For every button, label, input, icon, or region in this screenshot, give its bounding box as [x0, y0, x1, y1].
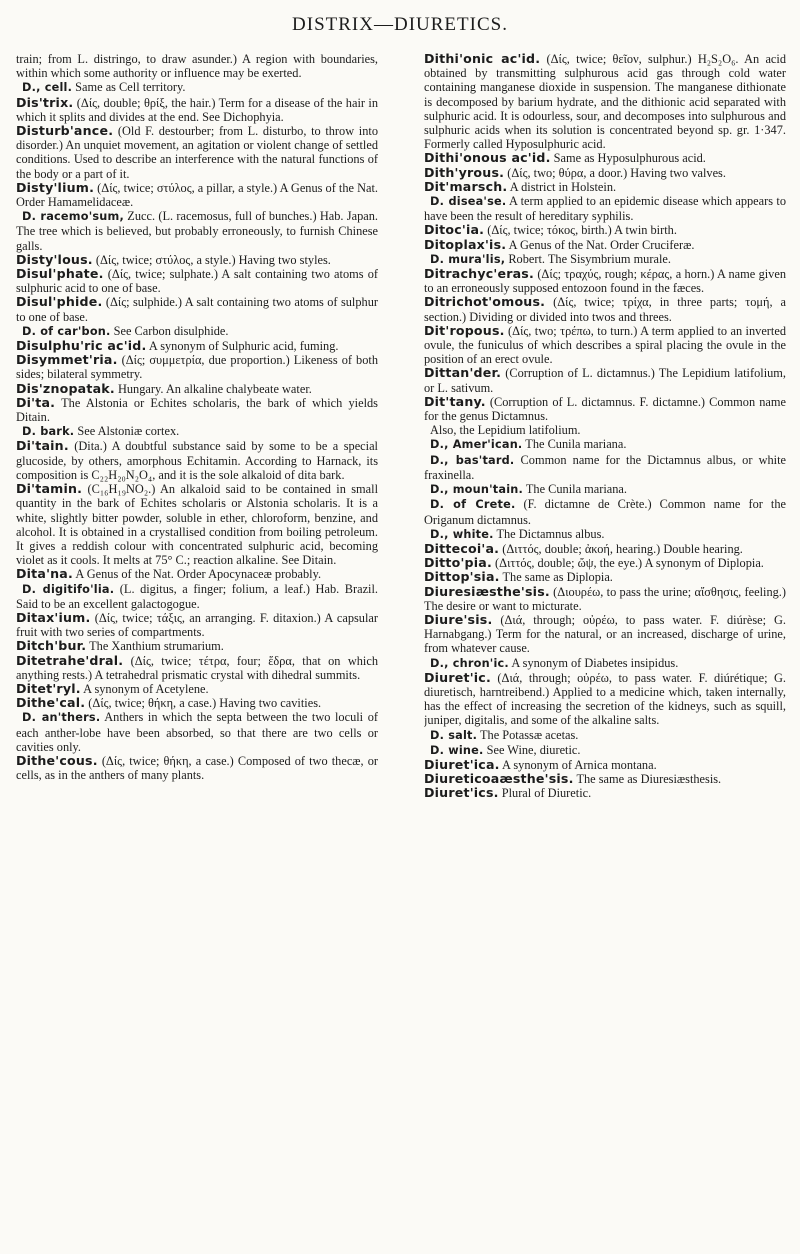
dictionary-entry	[16, 52, 378, 80]
entry-definition: (Δίς, twice; στύλος, a style.) Having two styles.	[92, 252, 331, 267]
entry-headword: Ditet'ryl.	[16, 680, 81, 696]
dictionary-entry	[16, 611, 378, 639]
entry-definition: A synonym of Sulphuric acid, fuming.	[146, 339, 339, 354]
entry-definition: Same as Hyposulphurous acid.	[550, 151, 706, 166]
dictionary-entry	[16, 682, 378, 696]
entry-headword: D. salt.	[430, 728, 478, 742]
entry-definition: Hungary. An alkaline chalybeate water.	[114, 381, 312, 396]
entry-definition: (C₁₆H₁₉NO₂.) An alkaloid said to be contained in small quantity in the bark of Echites scholaris or Alstonia scholaris. It is a white, slightly bitter powder, soluble in ether, chloroform, benzine, and alcohol. It is obtained in a crystallised condition from boiling petroleum. It gives a reddish colour with concentrated sulphuric acid, becoming violet as it cools. It melts at 75° C.; reaction alkaline. See Ditain.	[16, 482, 378, 568]
dictionary-entry	[424, 194, 786, 223]
dictionary-entry	[16, 124, 378, 181]
entry-definition: The Alstonia or Echites scholaris, the bark of which yields Ditain.	[16, 395, 378, 425]
dictionary-entry	[424, 324, 786, 367]
dictionary-entry	[16, 253, 378, 267]
entry-headword: D. mura'lis,	[430, 252, 506, 266]
dictionary-entry	[424, 395, 786, 423]
entry-definition: A term applied to an epidemic disease which appears to have been the result of hereditary syphilis.	[424, 194, 786, 224]
entry-headword: Di'tain.	[16, 438, 69, 454]
entry-headword: Ditch'bur.	[16, 638, 87, 654]
dictionary-entry	[16, 639, 378, 653]
entry-headword: Diuret'ic.	[424, 669, 491, 685]
entry-definition: (Δίς; τραχύς, rough; κέρας, a horn.) A name given to an erroneously supposed entozoon found in the fæces.	[424, 267, 786, 296]
entry-definition: A synonym of Arnica montana.	[499, 757, 657, 772]
entry-headword: Di'tamin.	[16, 481, 83, 497]
entry-definition: A synonym of Diabetes insipidus.	[508, 655, 679, 670]
entry-headword: Dithe'cal.	[16, 695, 86, 711]
right-column	[424, 52, 786, 1242]
entry-headword: D. of Crete.	[430, 498, 516, 512]
entry-headword: Disymmet'ria.	[16, 352, 118, 368]
entry-headword: Ditoplax'is.	[424, 236, 507, 252]
dictionary-entry	[424, 366, 786, 394]
entry-headword: D., chron'ic.	[430, 656, 509, 670]
dictionary-entry	[424, 656, 786, 671]
entry-headword: Disul'phide.	[16, 294, 103, 310]
dictionary-entry	[424, 743, 786, 758]
entry-definition: (Δίς, twice; θήκη, a case.) Composed of two thecæ, or cells, as in the anthers of many plants.	[16, 753, 378, 783]
entry-definition: (Δίς, two; τρέπω, to turn.) A term applied to an inverted ovule, the funiculus of which describes a spiral placing the ovule in the position of an erect ovule.	[424, 323, 786, 367]
entry-headword: Disturb'ance.	[16, 123, 114, 139]
entry-headword: D. digitifo'lia.	[22, 582, 115, 596]
entry-definition: (Διά, through; οὐρέω, to pass water. F. diúrétique; G. diuretisch, harntreibend.) Applied to a medicine which, taken internally, has the effect of increasing the secretion of the kidneys, such as squill, juniper, digitalis, and some of the alkaline salts.	[424, 670, 786, 728]
entry-headword: Dit'tany.	[424, 393, 486, 409]
dictionary-entry	[16, 324, 378, 339]
dictionary-entry	[16, 181, 378, 209]
entry-headword: Disulphu'ric ac'id.	[16, 338, 147, 354]
dictionary-entry	[16, 339, 378, 353]
dictionary-entry	[424, 453, 786, 482]
entry-definition: (Διττός, double; ἀκοή, hearing.) Double hearing.	[499, 541, 743, 556]
dictionary-entry	[16, 710, 378, 754]
dictionary-entry	[424, 238, 786, 252]
entry-headword: D., Amer'ican.	[430, 438, 523, 452]
dictionary-entry	[424, 772, 786, 786]
entry-headword: Ditoc'ia.	[424, 222, 485, 238]
entry-headword: D., white.	[430, 527, 494, 541]
entry-definition: The Xanthium strumarium.	[86, 639, 224, 654]
entry-definition: (Διά, through; οὐρέω, to pass water. F. diúrèse; G. Harnabgang.) Term for the natural, or an increased, discharge of urine, from whatever cause.	[424, 612, 786, 656]
dictionary-entry	[424, 786, 786, 800]
entry-definition: (Διουρέω, to pass the urine; αἴσθησις, feeling.) The desire or want to micturate.	[424, 584, 786, 613]
entry-definition: A synonym of Acetylene.	[80, 681, 209, 696]
dictionary-entry	[424, 527, 786, 542]
entry-definition: (F. dictamne de Crète.) Common name for the Origanum dictamnus.	[424, 497, 786, 527]
entry-definition: train; from L. distringo, to draw asunder.) A region with boundaries, within which some authority or influence may be exerted.	[16, 52, 378, 81]
entry-definition: Plural of Diuretic.	[498, 786, 592, 801]
entry-headword: Diuret'ica.	[424, 756, 500, 772]
dictionary-entry	[16, 209, 378, 253]
entry-headword: Dithe'cous.	[16, 752, 98, 768]
entry-definition: (Δίς, twice; τόκος, birth.) A twin birth.	[484, 223, 677, 238]
entry-definition: A Genus of the Nat. Order Apocynaceæ probably.	[73, 567, 322, 582]
dictionary-entry	[16, 754, 378, 782]
entry-definition: Same as Cell territory.	[72, 80, 186, 95]
entry-headword: D., bas'tard.	[430, 453, 515, 467]
entry-definition: (Corruption of L. dictamnus. F. dictamne.) Common name for the genus Dictamnus.	[424, 394, 786, 424]
dictionary-entry	[424, 585, 786, 613]
entry-headword: Dithi'onous ac'id.	[424, 150, 551, 166]
entry-definition: (Δίς, twice; τάξις, an arranging. F. ditaxion.) A capsular fruit with two series of compartments.	[16, 610, 378, 640]
dictionary-entry	[424, 437, 786, 452]
entry-definition: (Δίς; sulphide.) A salt containing two atoms of sulphur to one of base.	[16, 295, 378, 324]
dictionary-entry	[16, 439, 378, 482]
entry-headword: Ditto'pia.	[424, 555, 492, 571]
dictionary-entry	[16, 396, 378, 424]
entry-definition: A Genus of the Nat. Order Cruciferæ.	[506, 237, 695, 252]
entry-headword: D. wine.	[430, 743, 484, 757]
entry-definition: The Potassæ acetas.	[477, 727, 579, 742]
entry-headword: D., cell.	[22, 81, 73, 95]
entry-headword: Ditrachyc'eras.	[424, 266, 534, 282]
entry-definition: (Old F. destourber; from L. disturbo, to throw into disorder.) An unquiet movement, an agitation or violent change of settled conditions. Used to describe an interference with the natural functions of the body or a part of it.	[16, 124, 378, 181]
entry-definition: (Dita.) A doubtful substance said by some to be a special glucoside, by others, amorphous Echitamin. According to Harnack, its composition is C₂₂H₂₀N₂O₄, and it is the sole alkaloid of dita bark.	[16, 439, 378, 482]
dictionary-entry	[16, 80, 378, 95]
entry-headword: D. an'thers.	[22, 711, 101, 725]
dictionary-entry	[16, 382, 378, 396]
running-head: DISTRIX—DIURETICS.	[292, 14, 508, 35]
dictionary-entry	[424, 556, 786, 570]
dictionary-entry	[16, 295, 378, 323]
dictionary-entry	[16, 654, 378, 682]
entry-headword: Dis'trix.	[16, 94, 74, 110]
entry-definition: Anthers in which the septa between the two loculi of each anther-lobe have been absorbed, so that there are two cells or cavities only.	[16, 710, 378, 754]
dictionary-entry	[424, 671, 786, 728]
entry-headword: D. bark.	[22, 425, 75, 439]
entry-definition: (Δίς; συμμετρία, due proportion.) Likeness of both sides; bilateral symmetry.	[16, 353, 378, 382]
dictionary-entry	[424, 613, 786, 656]
dictionary-entry	[424, 542, 786, 556]
dictionary-entry	[424, 151, 786, 165]
entry-definition: (Δίς, twice; θεῖον, sulphur.) H₂S₂O₆. An acid obtained by transmitting sulphurous acid gas through cold water containing manganese dioxide in suspension. The manganese dithionate is decomposed by barium hydrate, and the dithionic acid separated with sulphuric acid. It is odourless, sour, and decomposes into sulphurous and sulphuric acids when its solution is concentrated beyond sp. gr. 1·347. Formerly called Hyposulphuric acid.	[424, 52, 786, 152]
entry-headword: Ditrichot'omous.	[424, 294, 546, 310]
entry-definition: (Δίς, twice; τέτρα, four; ἕδρα, that on which anything rests.) A tetrahedral prismatic crystal with dihedral summits.	[16, 653, 378, 682]
dictionary-entry	[424, 482, 786, 497]
dictionary-entry	[424, 166, 786, 180]
dictionary-entry	[424, 758, 786, 772]
entry-definition: (Δίς, two; θύρα, a door.) Having two valves.	[504, 165, 726, 180]
dictionary-entry	[16, 482, 378, 567]
entry-definition: The Cunila mariana.	[522, 437, 627, 452]
dictionary-entry	[16, 696, 378, 710]
dictionary-entry	[16, 353, 378, 381]
entry-headword: Ditetrahe'dral.	[16, 652, 124, 668]
entry-headword: Disty'lium.	[16, 179, 95, 195]
dictionary-entry	[16, 267, 378, 295]
entry-definition: (Δίς, twice; στύλος, a pillar, a style.) A Genus of the Nat. Order Hamamelidaceæ.	[16, 180, 378, 210]
entry-definition: The same as Diplopia.	[499, 570, 613, 585]
entry-headword: Dittan'der.	[424, 365, 502, 381]
entry-headword: Dittecoi'a.	[424, 540, 500, 556]
entry-definition: Zucc. (L. racemosus, full of bunches.) Hab. Japan. The tree which is believed, but probably erroneously, to furnish Chinese galls.	[16, 209, 378, 253]
entry-headword: D. racemo'sum,	[22, 210, 124, 224]
dictionary-entry	[424, 267, 786, 295]
dictionary-entry	[424, 252, 786, 267]
entry-headword: Dith'yrous.	[424, 164, 505, 180]
entry-headword: D., moun'tain.	[430, 483, 523, 497]
entry-headword: D. of car'bon.	[22, 324, 111, 338]
entry-definition: See Carbon disulphide.	[110, 323, 229, 338]
entry-definition: A district in Holstein.	[507, 179, 617, 194]
entry-headword: Dit'marsch.	[424, 178, 508, 194]
entry-definition: See Wine, diuretic.	[483, 742, 581, 757]
dictionary-entry	[424, 180, 786, 194]
entry-headword: Disul'phate.	[16, 266, 104, 282]
dictionary-entry	[424, 570, 786, 584]
entry-definition: (Δίς, twice; θήκη, a case.) Having two cavities.	[85, 696, 322, 711]
dictionary-entry	[16, 96, 378, 124]
entry-headword: Ditax'ium.	[16, 609, 91, 625]
dictionary-entry	[16, 424, 378, 439]
entry-definition: The Cunila mariana.	[523, 482, 627, 497]
entry-headword: Dithi'onic ac'id.	[424, 52, 541, 66]
dictionary-entry	[16, 582, 378, 611]
entry-headword: Di'ta.	[16, 394, 56, 410]
entry-definition: The Dictamnus albus.	[493, 526, 605, 541]
dictionary-entry	[424, 52, 786, 151]
entry-definition: (L. digitus, a finger; folium, a leaf.) Hab. Brazil. Said to be an excellent galactogogue.	[16, 581, 378, 611]
entry-definition: The same as Diuresiæsthesis.	[573, 772, 722, 787]
entry-definition: Robert. The Sisymbrium murale.	[505, 251, 671, 266]
entry-headword: Diure'sis.	[424, 611, 493, 627]
dictionary-entry	[424, 423, 786, 437]
entry-headword: D. disea'se.	[430, 195, 507, 209]
dictionary-entry	[424, 728, 786, 743]
dictionary-entry	[16, 567, 378, 581]
dictionary-entry	[424, 223, 786, 237]
entry-definition: (Corruption of L. dictamnus.) The Lepidium latifolium, or L. sativum.	[424, 366, 786, 395]
entry-definition: Also, the Lepidium latifolium.	[430, 423, 581, 438]
entry-headword: Dittop'sia.	[424, 569, 500, 585]
entry-headword: Diuresiæsthe'sis.	[424, 583, 550, 599]
entry-headword: Diuret'ics.	[424, 785, 499, 801]
entry-headword: Diureticoaæsthe'sis.	[424, 771, 574, 787]
entry-definition: Common name for the Dictamnus albus, or white fraxinella.	[424, 452, 786, 482]
dictionary-entry	[424, 497, 786, 526]
entry-definition: (Διττός, double; ὤψ, the eye.) A synonym of Diplopia.	[491, 556, 764, 571]
entry-definition: (Δίς, twice; τρίχα, in three parts; τομή, a section.) Dividing or divided into twos and threes.	[424, 295, 786, 324]
entry-headword: Dis'znopatak.	[16, 380, 115, 396]
entry-definition: See Alstoniæ cortex.	[74, 424, 180, 439]
entry-headword: Dit'ropous.	[424, 322, 505, 338]
left-column	[16, 52, 378, 1242]
entry-headword: Dita'na.	[16, 566, 73, 582]
dictionary-entry	[424, 295, 786, 323]
entry-headword: Disty'lous.	[16, 251, 93, 267]
entry-definition: (Δίς, double; θρίξ, the hair.) Term for a disease of the hair in which it splits and divides at the end. See Dichophyia.	[16, 95, 378, 124]
entry-definition: (Δίς, twice; sulphate.) A salt containing two atoms of sulphuric acid to one of base.	[16, 267, 378, 296]
